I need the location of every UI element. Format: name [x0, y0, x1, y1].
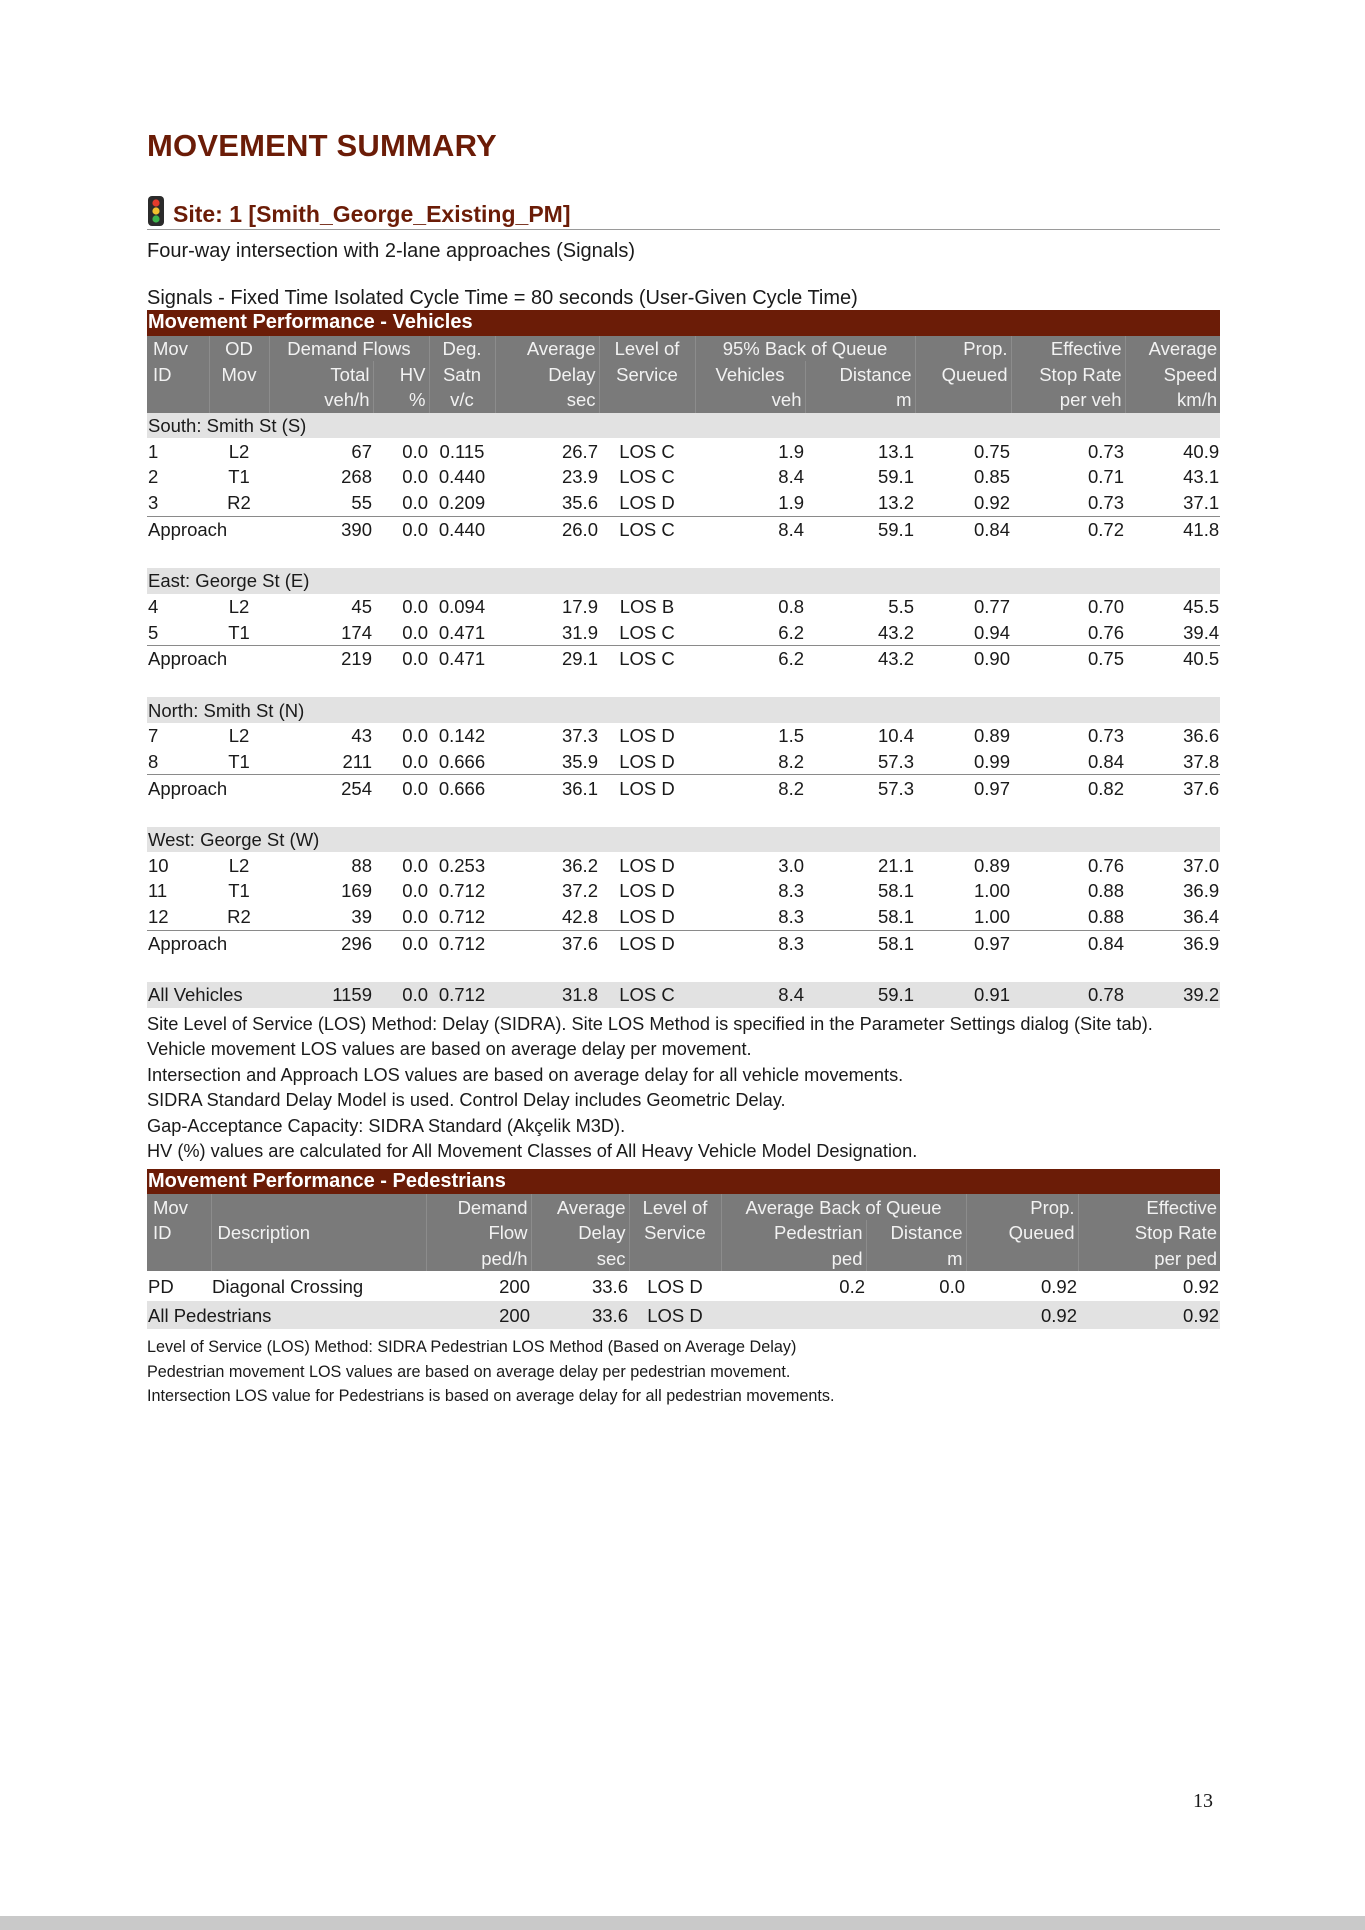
ped-header-id: ID [147, 1220, 211, 1246]
table-cell: 0.84 [1011, 749, 1125, 775]
table-cell: 0.84 [915, 516, 1011, 542]
table-cell: 0.666 [429, 775, 495, 801]
table-cell: 0.99 [915, 749, 1011, 775]
header-id: ID [147, 361, 209, 387]
table-cell: 200 [426, 1271, 531, 1301]
table-row [147, 1271, 1220, 1301]
approach-row [147, 930, 1220, 956]
table-cell: L2 [209, 852, 269, 878]
table-cell: 0.115 [429, 438, 495, 464]
header-total: Total [269, 361, 373, 387]
header-effective: Effective [1011, 336, 1125, 362]
ped-header-prop: Prop. [966, 1194, 1078, 1220]
table-cell: 37.8 [1125, 749, 1220, 775]
table-cell: 268 [269, 464, 373, 490]
table-cell: 45 [269, 594, 373, 620]
table-cell: 0.0 [373, 852, 429, 878]
table-cell: 0.85 [915, 464, 1011, 490]
table-cell: 0.0 [373, 594, 429, 620]
note-line: Site Level of Service (LOS) Method: Delay (SIDRA). Site LOS Method is specified in the Parameter Settings dialog (Site tab). [147, 1013, 1153, 1034]
ped-header-service: Service [629, 1220, 721, 1246]
table-cell: 43.1 [1125, 464, 1220, 490]
table-cell: 13.2 [805, 490, 915, 516]
table-cell: 59.1 [805, 464, 915, 490]
table-cell: 0.471 [429, 619, 495, 645]
table-cell: 37.1 [1125, 490, 1220, 516]
table-cell: East: George St (E) [147, 568, 1220, 594]
table-cell: 1 [147, 438, 209, 464]
header-satn: Satn [429, 361, 495, 387]
table-cell: 0.71 [1011, 464, 1125, 490]
table-cell: 0.0 [373, 723, 429, 749]
table-cell: 254 [269, 775, 373, 801]
table-cell: 0.88 [1011, 878, 1125, 904]
approach-row [147, 516, 1220, 542]
table-cell: 0.0 [373, 904, 429, 930]
table-row [147, 490, 1220, 516]
table-cell: 0.0 [373, 749, 429, 775]
ped-header-average: Average [531, 1194, 629, 1220]
table-cell: 219 [269, 645, 373, 671]
table-cell: 43.2 [805, 619, 915, 645]
header-mov: Mov [147, 336, 209, 362]
table-cell: 0.76 [1011, 852, 1125, 878]
section-row [147, 413, 1220, 439]
table-cell: 0.92 [1078, 1271, 1220, 1301]
header-prop: Prop. [915, 336, 1011, 362]
table-cell: 8.3 [695, 904, 805, 930]
table-cell: 57.3 [805, 749, 915, 775]
unit-distance: m [805, 387, 915, 413]
ped-unit-distance: m [866, 1246, 966, 1272]
table-cell: 31.9 [495, 619, 599, 645]
header-service: Service [599, 361, 695, 387]
table-cell: L2 [209, 438, 269, 464]
table-cell: 36.2 [495, 852, 599, 878]
table-cell: 0.90 [915, 645, 1011, 671]
header-average-speed: Average [1125, 336, 1220, 362]
approach-row [147, 775, 1220, 801]
table-cell: 8.2 [695, 749, 805, 775]
table-cell: 0.0 [373, 878, 429, 904]
table-cell: 0.471 [429, 645, 495, 671]
table-cell: PD [147, 1271, 211, 1301]
page-number: 13 [1193, 1790, 1213, 1812]
table-cell: 7 [147, 723, 209, 749]
all-pedestrians-row [147, 1301, 1220, 1329]
table-cell: 8.4 [695, 464, 805, 490]
table-cell: 67 [269, 438, 373, 464]
ped-header-demand: Demand [426, 1194, 531, 1220]
header-hv: HV [373, 361, 429, 387]
table-cell: Approach [147, 645, 269, 671]
table-cell [721, 1301, 866, 1329]
header-distance: Distance [805, 361, 915, 387]
table-cell: 37.6 [495, 930, 599, 956]
table-cell: LOS D [599, 723, 695, 749]
table-cell: 36.1 [495, 775, 599, 801]
ped-header-distance: Distance [866, 1220, 966, 1246]
table-cell: 0.92 [966, 1271, 1078, 1301]
table-cell: 0.88 [1011, 904, 1125, 930]
table-cell: 0.094 [429, 594, 495, 620]
table-cell: 0.0 [866, 1271, 966, 1301]
table-cell: LOS D [599, 904, 695, 930]
table-cell: 41.8 [1125, 516, 1220, 542]
table-cell: 0.0 [373, 982, 429, 1008]
table-cell: 37.0 [1125, 852, 1220, 878]
table-cell: LOS D [599, 749, 695, 775]
table-cell: T1 [209, 749, 269, 775]
table-cell: 0.209 [429, 490, 495, 516]
table-cell: 5.5 [805, 594, 915, 620]
site-description: Four-way intersection with 2-lane approaches (Signals) [147, 240, 636, 262]
table-row [147, 878, 1220, 904]
table-cell: 10.4 [805, 723, 915, 749]
table-cell: 0.0 [373, 464, 429, 490]
table-cell: 0.712 [429, 878, 495, 904]
table-cell: LOS D [599, 930, 695, 956]
ped-unit-stop-rate: per ped [1078, 1246, 1220, 1272]
header-level-of: Level of [599, 336, 695, 362]
table-cell: 11 [147, 878, 209, 904]
table-cell: 0.82 [1011, 775, 1125, 801]
table-cell: 8.3 [695, 930, 805, 956]
table-cell: 4 [147, 594, 209, 620]
header-speed: Speed [1125, 361, 1220, 387]
table-cell: 0.97 [915, 930, 1011, 956]
table-cell: 36.9 [1125, 878, 1220, 904]
table-cell: 12 [147, 904, 209, 930]
note-line: Level of Service (LOS) Method: SIDRA Pedestrian LOS Method (Based on Average Delay) [147, 1338, 797, 1357]
table-row [147, 904, 1220, 930]
table-cell: 1.9 [695, 490, 805, 516]
table-cell: 59.1 [805, 982, 915, 1008]
table-cell: 169 [269, 878, 373, 904]
table-cell: 0.0 [373, 645, 429, 671]
table-cell: 35.9 [495, 749, 599, 775]
ped-header-delay: Delay [531, 1220, 629, 1246]
table-cell: Approach [147, 516, 269, 542]
table-cell: 1159 [269, 982, 373, 1008]
traffic-light-icon [147, 196, 165, 226]
ped-unit-delay: sec [531, 1246, 629, 1272]
table-row [147, 464, 1220, 490]
table-cell: L2 [209, 723, 269, 749]
unit-stop-rate: per veh [1011, 387, 1125, 413]
table-cell: 296 [269, 930, 373, 956]
table-cell [866, 1301, 966, 1329]
table-cell: All Vehicles [147, 982, 269, 1008]
table-cell: LOS D [599, 878, 695, 904]
table-cell: 10 [147, 852, 209, 878]
table-row [147, 438, 1220, 464]
table-cell: 0.2 [721, 1271, 866, 1301]
table-cell: 1.9 [695, 438, 805, 464]
table-cell: T1 [209, 878, 269, 904]
ped-unit-flow: ped/h [426, 1246, 531, 1272]
all-vehicles-row [147, 982, 1220, 1008]
table-cell: 0.97 [915, 775, 1011, 801]
table-row [147, 594, 1220, 620]
table-cell: 0.712 [429, 930, 495, 956]
table-cell: 55 [269, 490, 373, 516]
table-cell: LOS D [599, 775, 695, 801]
table-row [147, 749, 1220, 775]
table-cell: 0.0 [373, 516, 429, 542]
table-cell: 6.2 [695, 619, 805, 645]
table-cell: 0.0 [373, 438, 429, 464]
table-cell: 0.0 [373, 930, 429, 956]
pedestrians-panel-title: Movement Performance - Pedestrians [147, 1169, 1220, 1195]
table-cell: 5 [147, 619, 209, 645]
table-cell: 8.3 [695, 878, 805, 904]
table-cell: LOS C [599, 619, 695, 645]
header-back-of-queue: 95% Back of Queue [695, 336, 915, 362]
table-cell: 174 [269, 619, 373, 645]
table-cell: 0.92 [915, 490, 1011, 516]
table-cell: 0.0 [373, 775, 429, 801]
table-cell: 3.0 [695, 852, 805, 878]
table-cell: R2 [209, 490, 269, 516]
table-cell: 58.1 [805, 904, 915, 930]
table-cell: 0.84 [1011, 930, 1125, 956]
table-cell: T1 [209, 619, 269, 645]
table-cell: 0.91 [915, 982, 1011, 1008]
pedestrians-table-body [147, 1271, 1220, 1329]
section-row [147, 568, 1220, 594]
ped-header-flow: Flow [426, 1220, 531, 1246]
table-cell: 1.00 [915, 904, 1011, 930]
table-cell: 29.1 [495, 645, 599, 671]
site-header [147, 196, 1220, 230]
note-line: SIDRA Standard Delay Model is used. Control Delay includes Geometric Delay. [147, 1090, 786, 1111]
table-cell: 0.76 [1011, 619, 1125, 645]
ped-header-back-of-queue: Average Back of Queue [721, 1194, 966, 1220]
note-line: Intersection and Approach LOS values are based on average delay for all vehicle movements. [147, 1064, 904, 1085]
table-cell: LOS D [629, 1301, 721, 1329]
table-cell: 0.142 [429, 723, 495, 749]
table-cell: 2 [147, 464, 209, 490]
ped-header-pedestrian: Pedestrian [721, 1220, 866, 1246]
table-cell: 33.6 [531, 1271, 629, 1301]
table-cell: 6.2 [695, 645, 805, 671]
table-cell: All Pedestrians [147, 1301, 426, 1329]
page-title: MOVEMENT SUMMARY [147, 128, 497, 163]
table-cell: 0.0 [373, 619, 429, 645]
table-cell: 39.2 [1125, 982, 1220, 1008]
note-line: Gap-Acceptance Capacity: SIDRA Standard (Akçelik M3D). [147, 1115, 626, 1136]
table-cell: 211 [269, 749, 373, 775]
ped-unit-pedestrian: ped [721, 1246, 866, 1272]
table-cell: 36.6 [1125, 723, 1220, 749]
table-cell: T1 [209, 464, 269, 490]
ped-header-description: Description [211, 1220, 426, 1246]
table-cell: 58.1 [805, 878, 915, 904]
table-cell: 43 [269, 723, 373, 749]
vehicles-table [147, 310, 1220, 1008]
ped-header-level-of: Level of [629, 1194, 721, 1220]
header-od: OD [209, 336, 269, 362]
table-cell: 0.666 [429, 749, 495, 775]
table-row [147, 619, 1220, 645]
table-cell: 0.78 [1011, 982, 1125, 1008]
report-content [147, 128, 1220, 1409]
note-line: HV (%) values are calculated for All Movement Classes of All Heavy Vehicle Model Designation. [147, 1141, 918, 1162]
table-cell: 17.9 [495, 594, 599, 620]
table-cell: Diagonal Crossing [211, 1271, 426, 1301]
header-stop-rate: Stop Rate [1011, 361, 1125, 387]
table-cell: LOS C [599, 645, 695, 671]
table-cell: 0.75 [1011, 645, 1125, 671]
table-cell: 0.92 [966, 1301, 1078, 1329]
table-cell: 39.4 [1125, 619, 1220, 645]
bottom-bar [0, 1916, 1365, 1930]
table-cell: 0.94 [915, 619, 1011, 645]
header-vehicles: Vehicles [695, 361, 805, 387]
table-cell: 88 [269, 852, 373, 878]
table-cell: 0.77 [915, 594, 1011, 620]
table-cell: 0.89 [915, 852, 1011, 878]
table-row [147, 723, 1220, 749]
header-delay: Delay [495, 361, 599, 387]
table-cell: 0.712 [429, 904, 495, 930]
header-average: Average [495, 336, 599, 362]
ped-header-queued: Queued [966, 1220, 1078, 1246]
table-cell: Approach [147, 930, 269, 956]
table-cell: 26.7 [495, 438, 599, 464]
table-cell: 26.0 [495, 516, 599, 542]
table-cell: 0.712 [429, 982, 495, 1008]
unit-satn: v/c [429, 387, 495, 413]
note-line: Pedestrian movement LOS values are based on average delay per pedestrian movement. [147, 1362, 791, 1381]
table-cell: 0.440 [429, 516, 495, 542]
table-cell: 40.5 [1125, 645, 1220, 671]
table-cell: 33.6 [531, 1301, 629, 1329]
table-cell: 59.1 [805, 516, 915, 542]
header-od-mov: Mov [209, 361, 269, 387]
table-cell: 1.5 [695, 723, 805, 749]
ped-header-mov: Mov [147, 1194, 211, 1220]
table-cell: West: George St (W) [147, 827, 1220, 853]
table-cell: 37.3 [495, 723, 599, 749]
table-cell: 23.9 [495, 464, 599, 490]
table-cell: 13.1 [805, 438, 915, 464]
table-cell: 0.75 [915, 438, 1011, 464]
site-title: Site: 1 [Smith_George_Existing_PM] [173, 201, 571, 227]
table-cell: LOS C [599, 464, 695, 490]
header-deg: Deg. [429, 336, 495, 362]
pedestrian-notes [147, 1335, 1220, 1409]
table-cell: North: Smith St (N) [147, 697, 1220, 723]
table-cell: 0.253 [429, 852, 495, 878]
table-cell: 42.8 [495, 904, 599, 930]
table-cell: 8.4 [695, 516, 805, 542]
table-cell: 0.440 [429, 464, 495, 490]
table-cell: 0.8 [695, 594, 805, 620]
table-cell: Approach [147, 775, 269, 801]
table-cell: 36.9 [1125, 930, 1220, 956]
table-cell: 0.73 [1011, 438, 1125, 464]
header-queued: Queued [915, 361, 1011, 387]
unit-vehicles: veh [695, 387, 805, 413]
table-cell: South: Smith St (S) [147, 413, 1220, 439]
unit-delay: sec [495, 387, 599, 413]
table-cell: 0.72 [1011, 516, 1125, 542]
unit-speed: km/h [1125, 387, 1220, 413]
table-cell: 37.6 [1125, 775, 1220, 801]
table-cell: 8.4 [695, 982, 805, 1008]
table-cell: 37.2 [495, 878, 599, 904]
table-cell: 31.8 [495, 982, 599, 1008]
table-cell: 35.6 [495, 490, 599, 516]
table-cell: 0.92 [1078, 1301, 1220, 1329]
table-cell: 390 [269, 516, 373, 542]
table-cell: 40.9 [1125, 438, 1220, 464]
table-cell: 21.1 [805, 852, 915, 878]
table-cell: R2 [209, 904, 269, 930]
section-row [147, 827, 1220, 853]
ped-header-stop-rate: Stop Rate [1078, 1220, 1220, 1246]
unit-hv: % [373, 387, 429, 413]
table-cell: 8 [147, 749, 209, 775]
table-cell: 39 [269, 904, 373, 930]
table-cell: 43.2 [805, 645, 915, 671]
note-line: Vehicle movement LOS values are based on average delay per movement. [147, 1039, 752, 1060]
approach-row [147, 645, 1220, 671]
table-cell: 0.89 [915, 723, 1011, 749]
pedestrians-table [147, 1169, 1220, 1330]
vehicles-panel-title: Movement Performance - Vehicles [147, 310, 1220, 336]
table-cell: LOS B [599, 594, 695, 620]
table-cell: L2 [209, 594, 269, 620]
table-cell: 36.4 [1125, 904, 1220, 930]
table-cell: 58.1 [805, 930, 915, 956]
table-cell: 1.00 [915, 878, 1011, 904]
table-cell: 3 [147, 490, 209, 516]
vehicle-notes [147, 1012, 1220, 1165]
table-cell: 200 [426, 1301, 531, 1329]
table-cell: 8.2 [695, 775, 805, 801]
table-cell: 0.0 [373, 490, 429, 516]
header-demand-flows: Demand Flows [269, 336, 429, 362]
table-cell: LOS C [599, 516, 695, 542]
signals-info: Signals - Fixed Time Isolated Cycle Time = 80 seconds (User-Given Cycle Time) [147, 287, 858, 309]
note-line: Intersection LOS value for Pedestrians is based on average delay for all pedestrian movements. [147, 1387, 835, 1406]
table-row [147, 852, 1220, 878]
unit-total: veh/h [269, 387, 373, 413]
table-cell: LOS C [599, 438, 695, 464]
ped-header-effective: Effective [1078, 1194, 1220, 1220]
table-cell: 57.3 [805, 775, 915, 801]
table-cell: 0.70 [1011, 594, 1125, 620]
table-cell: LOS D [629, 1271, 721, 1301]
table-cell: LOS D [599, 490, 695, 516]
section-row [147, 697, 1220, 723]
table-cell: 0.73 [1011, 490, 1125, 516]
table-cell: LOS C [599, 982, 695, 1008]
table-cell: 45.5 [1125, 594, 1220, 620]
table-cell: LOS D [599, 852, 695, 878]
table-cell: 0.73 [1011, 723, 1125, 749]
vehicles-table-body [147, 413, 1220, 1008]
